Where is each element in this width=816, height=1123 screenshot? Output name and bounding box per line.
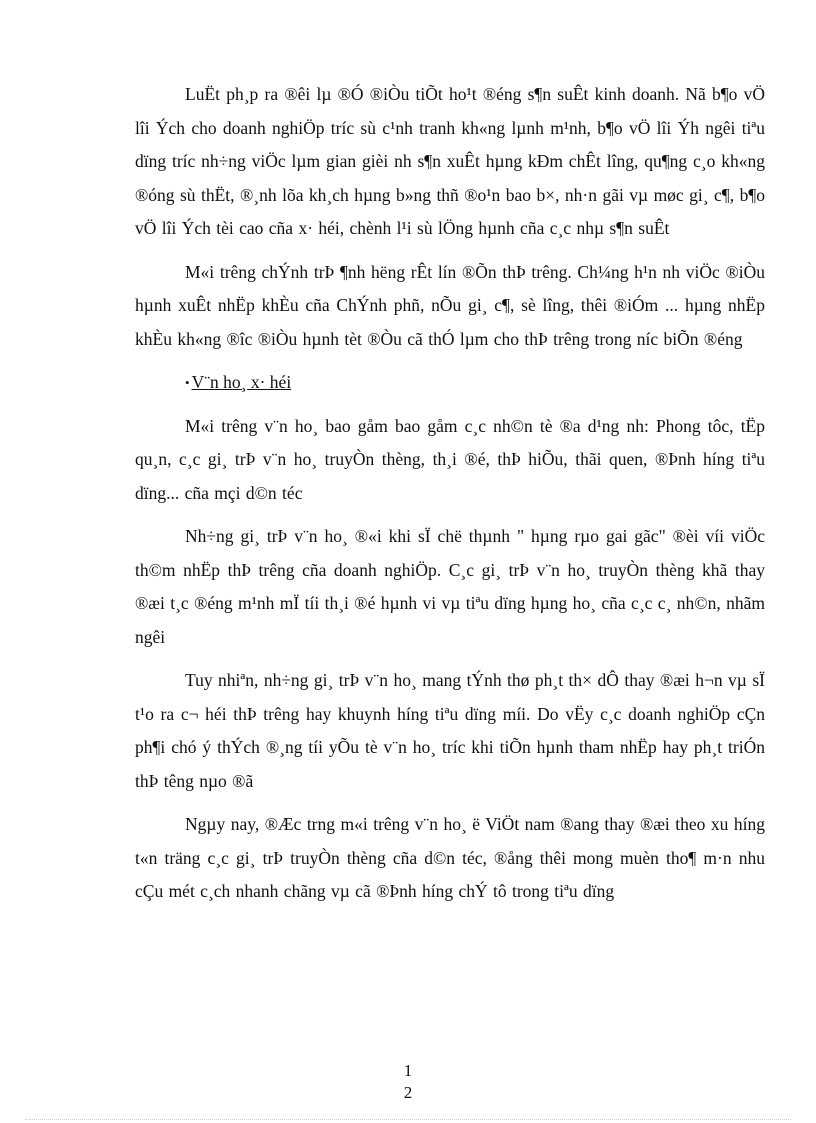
section-heading-text: V¨n ho¸ x· héi bbox=[191, 372, 292, 392]
paragraph-legal: LuËt ph¸p ra ®êi lµ ®Ó ®iÒu tiÕt ho¹t ®éng s¶n suÊt kinh doanh. Nã b¶o vÖ lîi Ých cho doanh nghiÖp tríc sù c¹nh tranh kh«ng lµnh m¹nh, b¶o vÖ lîi Ýh ngêi tiªu dïng tríc nh÷ng viÖc lµm gian gièi nh s¶n xuÊt hµng kÐm chÊt lîng, qu¶ng c¸o kh«ng ®óng sù thËt, ®¸nh lõa kh¸ch hµng b»ng thñ ®o¹n bao b×, nh·n gãi vµ møc gi¸ c¶, b¶o vÖ lîi Ých tèi cao cña x· héi, chènh l¹i sù lÖng hµnh cña c¸c nhµ s¶n suÊt bbox=[135, 84, 765, 238]
paragraph-culture-intro: M«i trêng v¨n ho¸ bao gåm bao gåm c¸c nh©n tè ®a d¹ng nh: Phong tôc, tËp qu¸n, c¸c gi¸ trÞ v¨n ho¸ truyÒn thèng, th¸i ®é, thÞ hiÕu, thãi quen, ®Þnh híng tiªu dïng... cña mçi d©n téc bbox=[135, 415, 765, 503]
bullet-icon: • bbox=[185, 375, 190, 390]
section-heading-culture bbox=[135, 366, 765, 400]
page-number-secondary: 2 bbox=[403, 1083, 413, 1102]
paragraph-culture-change: Tuy nhiªn, nh÷ng gi¸ trÞ v¨n ho¸ mang tÝnh thø ph¸t th× dÔ thay ®æi h¬n vµ sÏ t¹o ra c¬ héi thÞ trêng hay khuynh híng tiªu dïng míi. Do vËy c¸c doanh nghiÖp cÇn ph¶i chó ý thÝch ®¸ng tíi yÕu tè v¨n ho¸ tríc khi tiÕn hµnh tham nhËp hay ph¸t triÓn thÞ têng nµo ®ã bbox=[135, 670, 765, 791]
document-body bbox=[135, 78, 765, 919]
paragraph-vietnam-trend: Ngµy nay, ®Æc trng m«i trêng v¨n ho¸ ë ViÖt nam ®ang thay ®æi theo xu híng t«n träng c¸c gi¸ trÞ truyÒn thèng cña d©n téc, ®ång thêi mong muèn tho¶ m·n nhu cÇu mét c¸ch nhanh chãng vµ cã ®Þnh híng chÝ tô trong tiªu dïng bbox=[135, 814, 765, 901]
page-bottom-divider bbox=[25, 1119, 791, 1120]
paragraph-culture-barrier: Nh÷ng gi¸ trÞ v¨n ho¸ ®«i khi sÏ chë thµnh " hµng rµo gai gãc" ®èi víi viÖc th©m nhËp thÞ trêng cña doanh nghiÖp. C¸c gi¸ trÞ v¨n ho¸ truyÒn thèng khã thay ®æi t¸c ®éng m¹nh mÏ tíi th¸i ®é hµnh vi vµ tiªu dïng hµng ho¸ cña c¸c c¸ nh©n, nhãm ngêi bbox=[135, 526, 765, 647]
paragraph-political: M«i trêng chÝnh trÞ ¶nh hëng rÊt lín ®Õn thÞ trêng. Ch¼ng h¹n nh viÖc ®iÒu hµnh xuÊt nhËp khÈu cña ChÝnh phñ, nÕu gi¸ c¶, sè lîng, thêi ®iÓm ... hµng nhËp khÈu kh«ng ®îc ®iÒu hµnh tèt ®Òu cã thÓ lµm cho thÞ trêng trong níc biÕn ®éng bbox=[135, 261, 765, 349]
page-number-primary: 1 bbox=[403, 1061, 413, 1080]
